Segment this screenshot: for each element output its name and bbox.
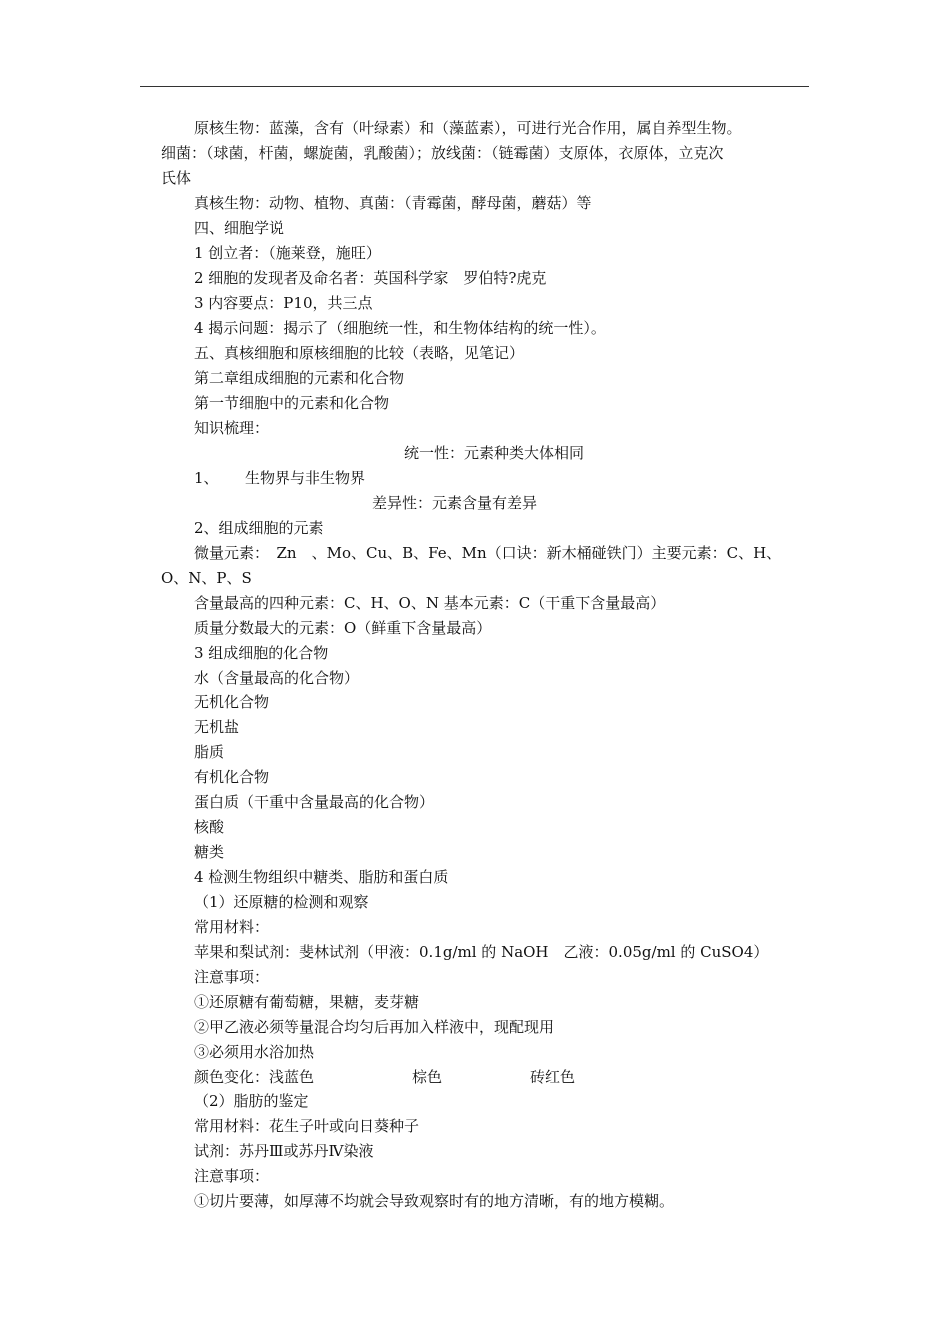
text-line: 差异性：元素含量有差异 — [372, 494, 538, 512]
color-label: 砖红色 — [530, 1068, 576, 1086]
text-line: 糖类 — [194, 843, 225, 861]
text-line: ③必须用水浴加热 — [194, 1043, 315, 1061]
text-line: 微量元素： Zn 、Mo、Cu、B、Fe、Mn（口诀：新木桶碰铁门）主要元素：C、H、 — [194, 544, 782, 562]
text-line: 苹果和梨试剂：斐林试剂（甲液：0.1g/ml 的 NaOH 乙液：0.05g/ml 的 CuSO4） — [194, 943, 769, 961]
text-line: 原核生物：蓝藻，含有（叶绿素）和（藻蓝素），可进行光合作用，属自养型生物。 — [194, 119, 742, 137]
text-line: 知识梳理： — [194, 419, 270, 437]
text-line: 真核生物：动物、植物、真菌：（青霉菌，酵母菌，蘑菇）等 — [194, 194, 592, 212]
text-line: 试剂：苏丹Ⅲ或苏丹Ⅳ染液 — [194, 1142, 374, 1160]
text-line: 4 揭示问题：揭示了（细胞统一性，和生物体结构的统一性）。 — [194, 319, 606, 337]
header-rule — [140, 86, 809, 87]
text-line: 细菌：（球菌，杆菌，螺旋菌，乳酸菌）；放线菌：（链霉菌）支原体，衣原体，立克次 — [161, 144, 724, 162]
text-line: 氏体 — [161, 169, 192, 187]
text-line: 常用材料：花生子叶或向日葵种子 — [194, 1117, 420, 1135]
text-line: 无机化合物 — [194, 693, 270, 711]
text-line: 3 内容要点：P10，共三点 — [194, 294, 373, 312]
text-line: 注意事项： — [194, 1167, 270, 1185]
text-line: 无机盐 — [194, 718, 240, 736]
text-line: ②甲乙液必须等量混合均匀后再加入样液中，现配现用 — [194, 1018, 555, 1036]
text-line: 常用材料： — [194, 918, 270, 936]
text-line: 生物界与非生物界 — [245, 469, 366, 487]
text-line: 脂质 — [194, 743, 225, 761]
text-line: 2 细胞的发现者及命名者：英国科学家 罗伯特?虎克 — [194, 269, 547, 287]
text-line: 2、组成细胞的元素 — [194, 519, 324, 537]
text-line: ①切片要薄，如厚薄不均就会导致观察时有的地方清晰，有的地方模糊。 — [194, 1192, 675, 1210]
text-line: 质量分数最大的元素：O（鲜重下含量最高） — [194, 619, 492, 637]
text-line: 3 组成细胞的化合物 — [194, 644, 329, 662]
chapter-heading: 第二章组成细胞的元素和化合物 — [194, 369, 405, 387]
color-label: 棕色 — [412, 1068, 443, 1086]
text-line: 核酸 — [194, 818, 225, 836]
text-line: 水（含量最高的化合物） — [194, 669, 360, 687]
section-heading: 五、真核细胞和原核细胞的比较（表略，见笔记） — [194, 344, 525, 362]
text-line: 4 检测生物组织中糖类、脂肪和蛋白质 — [194, 868, 449, 886]
text-line: 统一性：元素种类大体相同 — [404, 444, 585, 462]
text-line: 有机化合物 — [194, 768, 270, 786]
text-line: 含量最高的四种元素：C、H、O、N 基本元素：C（干重下含量最高） — [194, 594, 666, 612]
text-line: 颜色变化：浅蓝色 — [194, 1068, 315, 1086]
text-line: 注意事项： — [194, 968, 270, 986]
section-heading: 第一节细胞中的元素和化合物 — [194, 394, 390, 412]
text-line: （1）还原糖的检测和观察 — [194, 893, 369, 911]
text-line: 1 创立者：（施莱登，施旺） — [194, 244, 381, 262]
text-line: 蛋白质（干重中含量最高的化合物） — [194, 793, 435, 811]
text-line: O、N、P、S — [161, 569, 252, 587]
list-number: 1、 — [194, 469, 219, 487]
text-line: ①还原糖有葡萄糖，果糖，麦芽糖 — [194, 993, 420, 1011]
section-heading: 四、细胞学说 — [194, 219, 285, 237]
text-line: （2）脂肪的鉴定 — [194, 1092, 309, 1110]
